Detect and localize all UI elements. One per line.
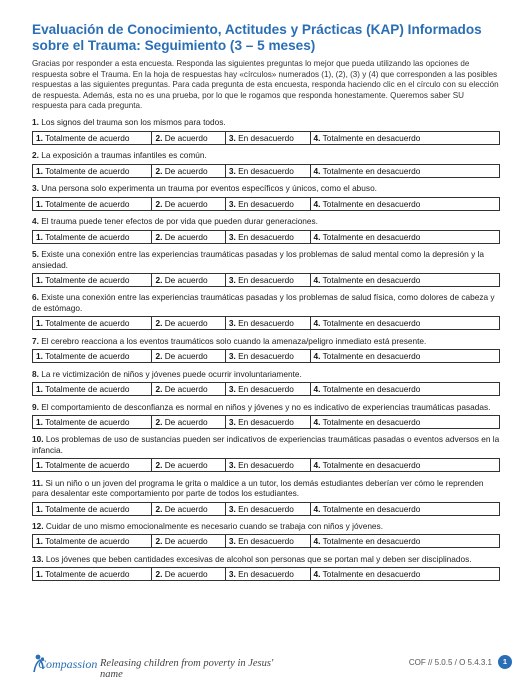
answer-option-1[interactable] [33, 383, 152, 396]
option-label: Totalmente de acuerdo [45, 132, 130, 143]
option-number: 3. [228, 132, 236, 143]
option-number: 2. [155, 351, 163, 362]
option-label: Totalmente en desacuerdo [322, 384, 421, 395]
answer-option-3[interactable] [225, 131, 310, 144]
option-label: Totalmente en desacuerdo [322, 198, 421, 209]
brand-name: Compassion [38, 657, 98, 671]
option-label: Totalmente de acuerdo [45, 569, 130, 580]
option-number: 1. [36, 318, 43, 329]
option-number: 2. [155, 318, 163, 329]
option-number: 2. [155, 416, 163, 427]
option-number: 3. [228, 198, 236, 209]
answer-options-row [32, 502, 500, 516]
answer-options-row [32, 534, 500, 548]
answer-options-row [32, 567, 500, 581]
answer-option-1[interactable] [33, 230, 152, 243]
answer-option-3[interactable] [225, 415, 310, 428]
answer-option-1[interactable] [33, 164, 152, 177]
answer-option-2[interactable] [152, 317, 225, 330]
question-text [32, 117, 500, 127]
option-number: 4. [313, 274, 321, 285]
option-number: 2. [155, 569, 163, 580]
question-number: 3. [32, 183, 39, 194]
option-label: En desacuerdo [238, 384, 294, 395]
question-label: El trauma puede tener efectos de por vida que pueden durar generaciones. [41, 216, 318, 227]
answer-option-2[interactable] [152, 383, 225, 396]
option-label: Totalmente de acuerdo [45, 165, 130, 176]
option-label: En desacuerdo [238, 351, 294, 362]
option-number: 3. [228, 569, 236, 580]
option-label: Totalmente en desacuerdo [322, 231, 421, 242]
answer-option-3[interactable] [225, 502, 310, 515]
option-label: De acuerdo [164, 351, 208, 362]
question-number: 11. [32, 477, 44, 488]
answer-option-4[interactable] [310, 383, 499, 396]
option-label: En desacuerdo [238, 569, 294, 580]
option-label: Totalmente en desacuerdo [322, 503, 421, 514]
option-label: De acuerdo [164, 416, 208, 427]
option-number: 3. [228, 416, 236, 427]
answer-option-3[interactable] [225, 230, 310, 243]
option-number: 3. [228, 165, 236, 176]
answer-option-1[interactable] [33, 273, 152, 286]
option-label: De acuerdo [164, 384, 208, 395]
option-number: 4. [313, 536, 321, 547]
answer-option-2[interactable] [152, 350, 225, 363]
answer-option-1[interactable] [33, 197, 152, 210]
question-text [32, 183, 500, 193]
option-number: 4. [313, 351, 321, 362]
compassion-logo [32, 653, 277, 680]
question-text [32, 434, 500, 455]
option-label: En desacuerdo [238, 274, 294, 285]
answer-option-1[interactable] [33, 131, 152, 144]
answer-option-3[interactable] [225, 459, 310, 472]
brand-tagline: Releasing children from poverty in Jesus' name [100, 658, 274, 680]
answer-options-row [32, 316, 500, 330]
option-label: En desacuerdo [238, 536, 294, 547]
option-label: De acuerdo [164, 198, 208, 209]
option-label: Totalmente de acuerdo [45, 503, 130, 514]
answer-options-row [32, 230, 500, 244]
option-label: En desacuerdo [238, 165, 294, 176]
answer-option-4[interactable] [310, 459, 499, 472]
option-number: 2. [155, 132, 163, 143]
option-number: 1. [36, 569, 43, 580]
question-text [32, 402, 500, 412]
question-number: 4. [32, 216, 39, 227]
question-label: El comportamiento de desconfianza es normal en niños y jóvenes y no es indicativo de experiencias traumáticas pasadas. [41, 401, 491, 412]
option-label: Totalmente de acuerdo [45, 416, 130, 427]
option-label: Totalmente en desacuerdo [322, 318, 421, 329]
option-number: 1. [36, 165, 43, 176]
question-label: El cerebro reacciona a los eventos traumáticos solo cuando la amenaza/peligro inmediato está presente. [41, 335, 427, 346]
answer-option-3[interactable] [225, 197, 310, 210]
page-title: Evaluación de Conocimiento, Actitudes y Prácticas (KAP) Informados sobre el Trauma: Seguimiento (3 – 5 meses) [32, 22, 482, 53]
option-label: Totalmente en desacuerdo [322, 274, 421, 285]
option-number: 2. [155, 503, 163, 514]
answer-options-row [32, 273, 500, 287]
question-label: Los jóvenes que beben cantidades excesivas de alcohol son personas que se portan mal y deben ser disciplinados. [45, 553, 472, 564]
answer-option-4[interactable] [310, 273, 499, 286]
option-number: 4. [313, 165, 321, 176]
option-label: De acuerdo [164, 536, 208, 547]
option-number: 2. [155, 384, 163, 395]
option-label: Totalmente de acuerdo [45, 351, 130, 362]
answer-option-3[interactable] [225, 273, 310, 286]
option-number: 1. [36, 416, 43, 427]
footer [32, 651, 514, 680]
option-label: Totalmente en desacuerdo [322, 569, 421, 580]
answer-options-row [32, 164, 500, 178]
option-number: 1. [36, 132, 43, 143]
option-number: 2. [155, 536, 163, 547]
answer-option-4[interactable] [310, 131, 499, 144]
option-label: En desacuerdo [238, 503, 294, 514]
question-label: Cuidar de uno mismo emocionalmente es necesario cuando se trabaja con niños y jóvenes. [45, 521, 383, 532]
answer-option-4[interactable] [310, 197, 499, 210]
answer-option-1[interactable] [33, 459, 152, 472]
option-number: 1. [36, 351, 43, 362]
option-label: De acuerdo [164, 231, 208, 242]
option-number: 4. [313, 318, 321, 329]
option-label: De acuerdo [164, 569, 208, 580]
answer-option-3[interactable] [225, 535, 310, 548]
answer-options-row [32, 415, 500, 429]
option-label: En desacuerdo [238, 198, 294, 209]
answer-option-1[interactable] [33, 502, 152, 515]
option-label: Totalmente de acuerdo [45, 384, 130, 395]
question-number: 12. [32, 521, 44, 532]
option-number: 3. [228, 460, 236, 471]
option-number: 1. [36, 198, 43, 209]
question-label: Los problemas de uso de sustancias pueden ser indicativos de experiencias traumáticas pasadas o eventos adversos en la infancia. [32, 434, 500, 455]
answer-options-row [32, 382, 500, 396]
option-number: 1. [36, 274, 43, 285]
question-number: 10. [32, 434, 44, 445]
question-list [32, 117, 500, 581]
option-label: Totalmente de acuerdo [45, 318, 130, 329]
option-number: 3. [228, 318, 236, 329]
option-number: 1. [36, 231, 43, 242]
option-number: 3. [228, 274, 236, 285]
question-number: 9. [32, 401, 39, 412]
option-label: Totalmente en desacuerdo [322, 351, 421, 362]
option-number: 2. [155, 274, 163, 285]
option-label: Totalmente de acuerdo [45, 536, 130, 547]
option-label: Totalmente en desacuerdo [322, 132, 421, 143]
option-label: De acuerdo [164, 503, 208, 514]
answer-option-2[interactable] [152, 273, 225, 286]
question-label: Una persona solo experimenta un trauma por eventos específicos y únicos, como el abuso. [41, 183, 377, 194]
option-label: Totalmente en desacuerdo [322, 460, 421, 471]
option-label: De acuerdo [164, 274, 208, 285]
question-number: 1. [32, 117, 39, 128]
question-label: Existe una conexión entre las experiencias traumáticas pasadas y los problemas de salud física, como dolores de cabeza y de estómago. [32, 292, 495, 313]
option-label: De acuerdo [164, 132, 208, 143]
option-number: 2. [155, 231, 163, 242]
option-label: De acuerdo [164, 460, 208, 471]
option-number: 1. [36, 503, 43, 514]
option-label: En desacuerdo [238, 416, 294, 427]
answer-options-row [32, 197, 500, 211]
answer-option-2[interactable] [152, 197, 225, 210]
answer-option-2[interactable] [152, 164, 225, 177]
question-text [32, 336, 500, 346]
option-label: En desacuerdo [238, 318, 294, 329]
answer-option-4[interactable] [310, 568, 499, 581]
option-number: 4. [313, 198, 321, 209]
answer-option-2[interactable] [152, 535, 225, 548]
answer-option-2[interactable] [152, 502, 225, 515]
answer-option-4[interactable] [310, 502, 499, 515]
answer-option-3[interactable] [225, 383, 310, 396]
answer-option-1[interactable] [33, 535, 152, 548]
option-number: 3. [228, 536, 236, 547]
answer-option-1[interactable] [33, 415, 152, 428]
page-number: 1 [498, 655, 512, 669]
question-number: 5. [32, 249, 39, 260]
answer-option-2[interactable] [152, 415, 225, 428]
option-label: En desacuerdo [238, 132, 294, 143]
answer-option-3[interactable] [225, 568, 310, 581]
question-text [32, 150, 500, 160]
option-label: De acuerdo [164, 318, 208, 329]
option-number: 2. [155, 165, 163, 176]
option-number: 2. [155, 460, 163, 471]
option-number: 4. [313, 503, 321, 514]
option-number: 4. [313, 132, 321, 143]
option-number: 3. [228, 231, 236, 242]
option-number: 4. [313, 231, 321, 242]
option-number: 3. [228, 503, 236, 514]
option-label: De acuerdo [164, 165, 208, 176]
answer-option-2[interactable] [152, 568, 225, 581]
question-text [32, 216, 500, 226]
question-label: Existe una conexión entre las experiencias traumáticas pasadas y los problemas de salud mental como la depresión y la ansiedad. [32, 249, 484, 270]
answer-option-3[interactable] [225, 164, 310, 177]
option-label: Totalmente de acuerdo [45, 231, 130, 242]
option-number: 2. [155, 198, 163, 209]
option-number: 1. [36, 536, 43, 547]
question-text [32, 521, 500, 531]
option-label: Totalmente en desacuerdo [322, 165, 421, 176]
question-text [32, 369, 500, 379]
answer-option-4[interactable] [310, 164, 499, 177]
option-label: Totalmente en desacuerdo [322, 536, 421, 547]
option-number: 4. [313, 416, 321, 427]
option-number: 4. [313, 384, 321, 395]
option-number: 4. [313, 569, 321, 580]
answer-option-2[interactable] [152, 459, 225, 472]
answer-options-row [32, 131, 500, 145]
option-label: En desacuerdo [238, 460, 294, 471]
question-label: Si un niño o un joven del programa le grita o maldice a un tutor, los demás estudiantes deberían ver cómo le reprenden para desalentar este comportamiento por parte de todos los estudiantes. [32, 477, 484, 499]
question-number: 7. [32, 335, 39, 346]
answer-option-1[interactable] [33, 568, 152, 581]
document-code: COF // 5.0.5 / O 5.4.3.1 [408, 658, 492, 667]
answer-option-3[interactable] [225, 317, 310, 330]
option-number: 1. [36, 460, 43, 471]
question-label: La exposición a traumas infantiles es común. [41, 150, 207, 161]
answer-option-4[interactable] [310, 350, 499, 363]
survey-page [32, 22, 500, 581]
option-number: 4. [313, 460, 321, 471]
answer-option-3[interactable] [225, 350, 310, 363]
option-number: 3. [228, 384, 236, 395]
answer-options-row [32, 349, 500, 363]
intro-text: Gracias por responder a esta encuesta. Responda las siguientes preguntas lo mejor que pueda utilizando las opciones de respuesta sobre el Trauma. En la hoja de respuestas hay «círculos» numerados (1), (2), (3) y (4) que corresponden a las posibles respuestas a las siguientes preguntas. Para cada pregunta de esta encuesta, responda haciendo clic en el círculo con su elección de respuesta. Además, esta no es una prueba, por lo que le rogamos que responda honestamente. Queremos saber SU respuesta para cada pregunta. [32, 59, 499, 111]
question-text [32, 478, 500, 499]
answer-option-1[interactable] [33, 350, 152, 363]
answer-option-4[interactable] [310, 230, 499, 243]
answer-option-4[interactable] [310, 317, 499, 330]
option-label: Totalmente de acuerdo [45, 460, 130, 471]
answer-option-2[interactable] [152, 230, 225, 243]
question-text [32, 554, 500, 564]
option-number: 3. [228, 351, 236, 362]
option-label: Totalmente en desacuerdo [322, 416, 421, 427]
option-label: Totalmente de acuerdo [45, 274, 130, 285]
question-number: 6. [32, 292, 39, 303]
answer-option-4[interactable] [310, 415, 499, 428]
question-text [32, 249, 500, 270]
option-number: 1. [36, 384, 43, 395]
question-text [32, 292, 500, 313]
answer-option-1[interactable] [33, 317, 152, 330]
question-label: La re victimización de niños y jóvenes puede ocurrir involuntariamente. [41, 368, 302, 379]
question-label: Los signos del trauma son los mismos para todos. [41, 117, 226, 128]
answer-option-4[interactable] [310, 535, 499, 548]
question-number: 2. [32, 150, 39, 161]
option-label: Totalmente de acuerdo [45, 198, 130, 209]
option-label: En desacuerdo [238, 231, 294, 242]
question-number: 8. [32, 368, 39, 379]
question-number: 13. [32, 553, 44, 564]
answer-option-2[interactable] [152, 131, 225, 144]
answer-options-row [32, 458, 500, 472]
